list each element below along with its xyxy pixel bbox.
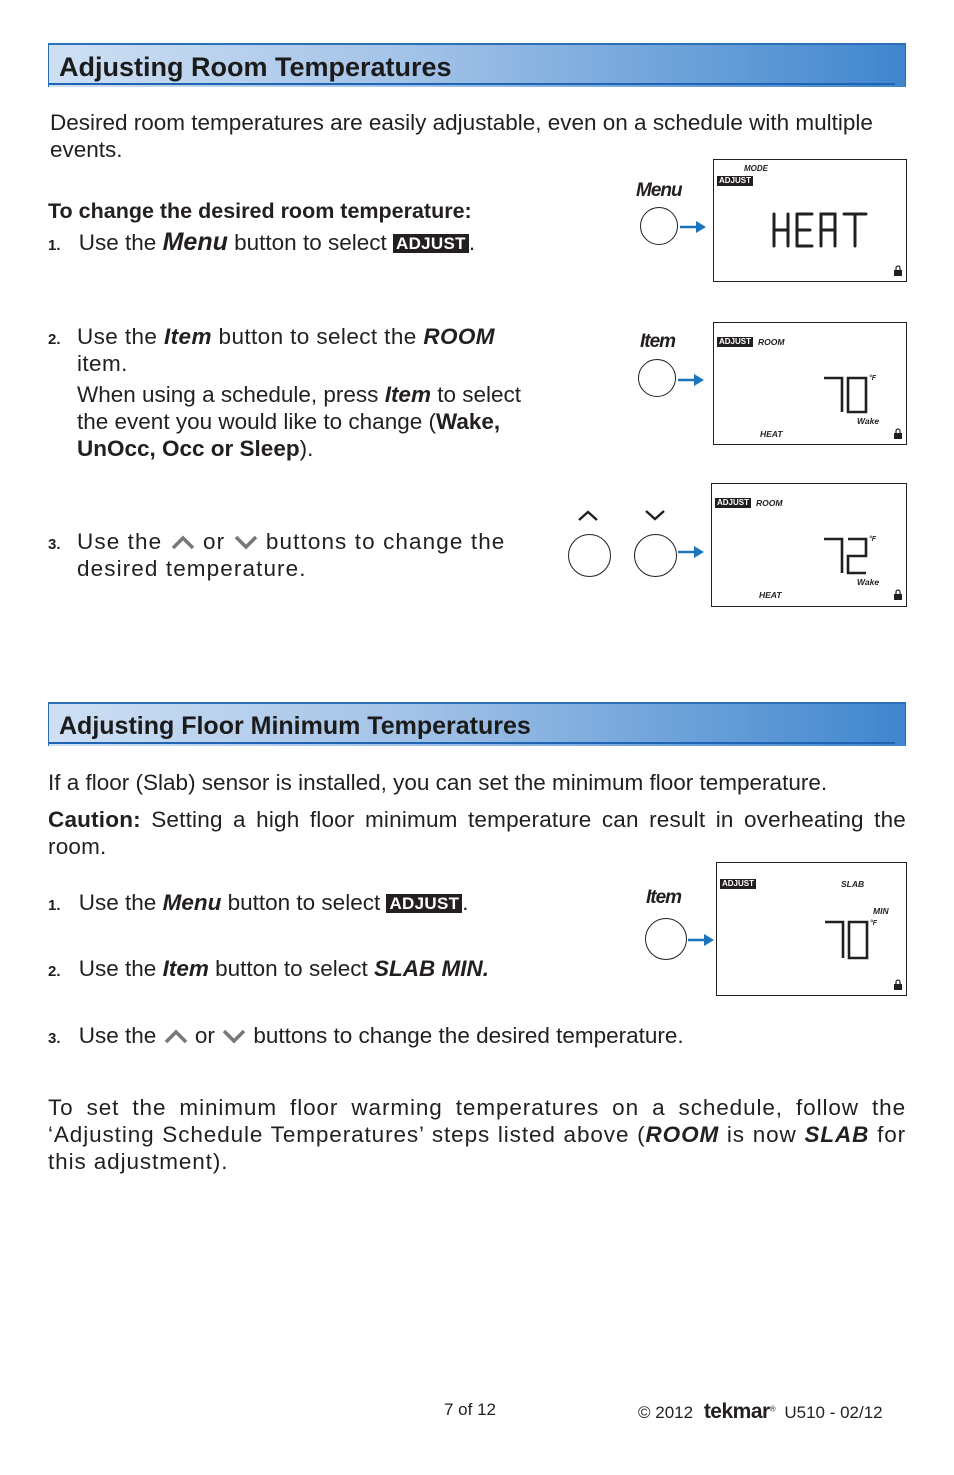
brand-logo: tekmar: [703, 1400, 770, 1423]
step-3-number: [48, 528, 61, 558]
caution-note: [48, 806, 906, 860]
adjust-segment: ADJUST: [717, 498, 750, 507]
step-text: Use the: [78, 956, 157, 981]
step-number: 2.: [48, 331, 61, 348]
caution-label: Caution:: [48, 807, 141, 832]
chevron-down-icon: [221, 1027, 247, 1045]
event-list: Wake, UnOcc, Occ or Sleep: [77, 409, 501, 461]
item-button-label: Item: [640, 331, 676, 352]
chevron-down-icon: [643, 508, 667, 522]
banner-underline: [49, 83, 895, 85]
mode-label: MODE: [744, 164, 768, 173]
step-text: .: [468, 230, 476, 255]
item-button[interactable]: [638, 359, 676, 397]
unit-label: °F: [869, 536, 877, 543]
step-text: button to select: [227, 890, 381, 915]
button-name: Item: [164, 324, 212, 349]
step-2-note: [77, 381, 542, 462]
button-name: Item: [162, 956, 209, 981]
step-1: [48, 229, 475, 259]
arrow-right-icon: [688, 932, 716, 948]
adjust-segment: ADJUST: [722, 879, 755, 888]
arrow-right-icon: [680, 219, 708, 235]
chevron-up-icon: [163, 1027, 189, 1045]
temp-72-segment: [822, 537, 870, 575]
closing-paragraph: [48, 1094, 906, 1175]
chevron-up-icon: [170, 533, 196, 551]
registered-mark: ®: [769, 1404, 776, 1414]
lock-icon: [893, 979, 903, 990]
step-text: Use the: [78, 1023, 157, 1048]
step-3: [48, 1022, 684, 1052]
step-1: [48, 889, 469, 919]
item-name: SLAB MIN.: [374, 956, 489, 981]
step-text: button to select: [215, 956, 368, 981]
section-banner-room: [48, 43, 906, 87]
item-name: SLAB: [804, 1122, 870, 1147]
adjust-badge: ADJUST: [393, 234, 469, 253]
document-code: U510 - 02/12: [784, 1403, 883, 1422]
procedure-heading: To change the desired room temperature:: [48, 199, 472, 223]
event-label: Wake: [857, 416, 880, 426]
adjust-badge: ADJUST: [386, 894, 462, 913]
step-number: 1.: [48, 237, 61, 254]
up-button[interactable]: [568, 534, 611, 577]
button-name: Menu: [162, 890, 222, 915]
lcd-display-room-adjusted: [711, 483, 907, 607]
step-text: buttons to change the desired temperature.: [253, 1023, 684, 1048]
lock-icon: [893, 265, 903, 276]
button-name: Menu: [162, 228, 228, 256]
copyright: © 2012: [638, 1403, 694, 1422]
step-number: 1.: [48, 897, 61, 914]
step-number: 2.: [48, 963, 61, 980]
step-text: Use the: [78, 230, 157, 255]
temp-70-segment: [823, 920, 871, 960]
note-text: When using a schedule, press: [77, 382, 379, 407]
step-3: [77, 528, 539, 582]
item-button[interactable]: [645, 918, 687, 960]
closing-text: for this adjustment).: [48, 1122, 907, 1174]
step-text: button to select the: [218, 324, 417, 349]
banner-underline: [49, 742, 895, 744]
footer-right: [638, 1400, 883, 1424]
adjust-segment: ADJUST: [719, 337, 752, 346]
step-text: Use the: [78, 890, 157, 915]
mode-label: HEAT: [760, 429, 783, 439]
event-label: Wake: [857, 577, 880, 587]
lcd-display-room: [713, 322, 907, 445]
step-text: or: [194, 1023, 215, 1048]
section-title: Adjusting Room Temperatures: [59, 52, 452, 82]
button-name: Item: [384, 382, 431, 407]
lock-icon: [893, 428, 903, 439]
item-label: SLAB: [841, 879, 865, 889]
item-button-label: Item: [646, 887, 682, 908]
menu-button-label: Menu: [636, 180, 682, 201]
page-number: 7 of 12: [444, 1400, 496, 1419]
step-2-text: [77, 323, 537, 377]
step-text: or: [202, 529, 226, 554]
section-title: Adjusting Floor Minimum Temperatures: [59, 712, 531, 740]
lcd-display-mode: [713, 159, 907, 282]
arrow-right-icon: [678, 372, 706, 388]
down-button[interactable]: [634, 534, 677, 577]
step-text: button to select: [234, 230, 387, 255]
min-label: MIN: [873, 906, 889, 916]
section-intro: Desired room temperatures are easily adjustable, even on a schedule with multiple events.: [50, 110, 873, 162]
unit-label: °F: [869, 375, 877, 382]
note-text: ).: [299, 436, 314, 461]
item-name: ROOM: [423, 324, 495, 349]
item-label: ROOM: [758, 337, 785, 347]
closing-text: is now: [726, 1122, 797, 1147]
arrow-right-icon: [678, 544, 706, 560]
heat-segment-display: [770, 210, 874, 250]
step-number: 3.: [48, 1030, 61, 1047]
caution-text: Setting a high floor minimum temperature can result in overheating the room.: [48, 807, 907, 859]
step-number: 3.: [48, 536, 61, 553]
temp-70-segment: [822, 376, 870, 414]
item-name: ROOM: [645, 1122, 720, 1147]
step-text: item.: [77, 351, 128, 376]
closing-text: To set the minimum floor warming temperatures on a schedule, follow the ‘Adjusting Schedule Temperatures’ steps listed above (: [48, 1095, 906, 1147]
mode-label: HEAT: [759, 590, 782, 600]
step-text: Use the: [77, 529, 163, 554]
chevron-down-icon: [233, 533, 259, 551]
step-text: Use the: [77, 324, 158, 349]
step-2: [48, 955, 489, 985]
note-text: to select the event you would like to change (: [77, 382, 522, 434]
step-text: .: [462, 890, 469, 915]
item-label: ROOM: [756, 498, 783, 508]
menu-button[interactable]: [640, 207, 678, 245]
lcd-display-slab: [716, 862, 907, 996]
adjust-segment: ADJUST: [719, 176, 752, 185]
chevron-up-icon: [576, 508, 600, 522]
step-text: buttons to change the desired temperature.: [77, 529, 506, 581]
section-banner-floor: [48, 702, 906, 746]
lock-icon: [893, 589, 903, 600]
unit-label: °F: [870, 920, 878, 927]
section-intro: If a floor (Slab) sensor is installed, you can set the minimum floor temperature.: [48, 770, 828, 795]
